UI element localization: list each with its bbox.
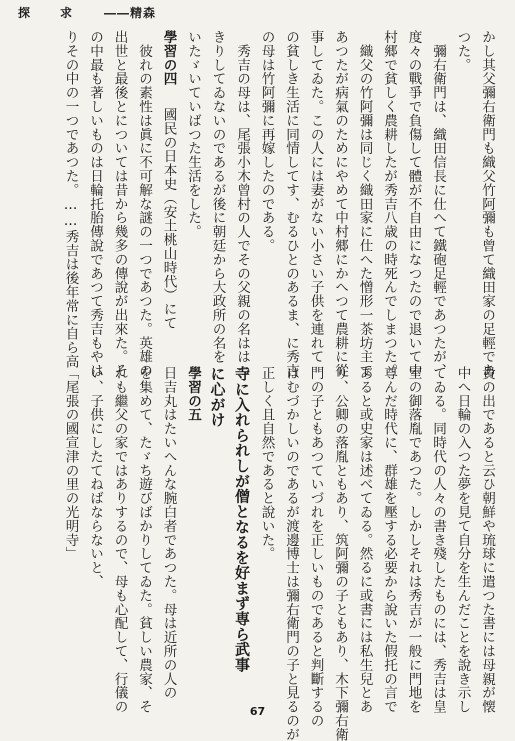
text-column — [328, 30, 353, 378]
column-text: てゐる。同時代の人々の書き殘したものには、秀吉は皇 — [430, 366, 446, 714]
text-column — [279, 366, 304, 741]
column-text: 正しく且自然であると說いた。 — [258, 366, 275, 561]
text-column — [401, 366, 426, 714]
column-text: 織父の竹阿彌は同じく織田家に仕へた憎形一茶坊主で — [356, 30, 373, 378]
text-column — [181, 30, 206, 330]
column-text: り、公卿の落胤ともあり、筑阿彌の子ともあり、木下彌右衛 — [332, 366, 348, 741]
running-header — [18, 4, 156, 21]
top-text-block — [58, 30, 499, 378]
text-column — [132, 366, 157, 714]
column-text: 日吉丸はたいへんな腕白者であつた。母は近所の人の — [160, 366, 177, 700]
column-text: 度々の戰爭で負傷して體が不自由になつたので退いて中 — [405, 30, 422, 378]
column-text: りその中の一つであつた。……秀吉は後年常に自ら高 — [62, 30, 79, 369]
text-column — [328, 366, 353, 741]
column-text: 寺に入れられしが僧となるを好まず専ら武事 — [233, 366, 251, 672]
text-column — [377, 30, 402, 378]
column-text: 國民の日本史（安土桃山時代）にて — [160, 107, 177, 330]
text-column — [58, 366, 83, 684]
header-left-title: 探 求 — [18, 6, 75, 20]
column-text: 中へ日輪の入つた夢を見て自分を生んだことを說き示し — [454, 366, 471, 714]
text-column — [205, 30, 230, 364]
column-text: 彌右衛門は、織田信長に仕へて鐵砲足輕であつたが、 — [430, 30, 446, 378]
column-text: 彼れの素性は眞に不可解な謎の一つであつた。英雄の — [136, 30, 152, 378]
text-column — [352, 366, 377, 714]
column-text: 貴の出であると云ひ朝鮮や琉球に遣つた書には母親が懐 — [479, 366, 495, 714]
text-column — [279, 30, 304, 378]
text-column — [107, 30, 132, 378]
text-column — [475, 366, 500, 714]
column-text: 「尾張の國宣津の里の光明寺」 — [62, 366, 79, 561]
text-column — [58, 30, 83, 369]
column-text: あつたが病氣のためにやめて中村郷にかへつて農耕に從 — [332, 30, 348, 378]
column-text: いたゞいていばつた生活をした。 — [185, 30, 201, 239]
column-text: 秀吉の母は、尾張小木曾村の人でその父親の名ははつ — [234, 30, 250, 378]
column-text: の貧しき生活に同情してす、むるひとのあるま、に秀吉 — [283, 30, 299, 378]
column-text: 事してゐた。この人には妻がない小さい子供を連れて — [307, 30, 324, 364]
column-text: 村郷で貧しく農耕したが秀吉八歳の時死んでしまつた。 — [381, 30, 397, 378]
column-text: い、子供にしたてねばならないと、 — [87, 366, 103, 589]
text-column — [303, 366, 328, 728]
text-column — [230, 30, 255, 378]
column-text: 尊んだ時代に、群雄を壓する必要から說いた假托の言で — [381, 366, 397, 714]
page-number: 67 — [249, 705, 266, 718]
text-column — [377, 366, 402, 714]
text-column — [450, 30, 475, 330]
column-text: かし其父彌右衛門も織父竹阿彌も曾て織田家の足輕であ — [479, 30, 495, 378]
column-text: 室の御落胤であつた。しかしそれは秀吉が一般に門地を — [405, 366, 422, 714]
column-text: はむづかしいのであるが渡邊博士は彌右衛門の子と見るのが — [283, 366, 299, 741]
text-column — [450, 366, 475, 714]
column-text: を集めて、たゞち遊びばかりしてゐた。貧しい農家、そ — [136, 366, 152, 714]
text-column — [230, 366, 255, 684]
text-column — [475, 30, 500, 378]
text-column — [83, 30, 108, 378]
text-column — [254, 366, 279, 684]
text-column — [426, 366, 451, 714]
text-column — [352, 30, 377, 378]
column-text: きりしてゐないのであるが後に朝廷から大政所の名を — [209, 30, 226, 364]
section-heading: 學習の五 — [185, 366, 201, 422]
column-text: つた。 — [454, 30, 471, 72]
column-text: 出世と最後とについては昔から幾多の傳說が出來た。そ — [111, 30, 128, 378]
text-column — [303, 30, 328, 364]
text-column — [401, 30, 426, 378]
text-column — [132, 30, 157, 378]
column-text: 門の子ともあつていづれを正しいものであると判斷するの — [307, 366, 324, 728]
column-text: に心がけ — [208, 366, 227, 428]
section-heading: 學習の四 — [160, 30, 177, 86]
column-text: あると或史家は述べてゐる。然るに或書には私生兒とあ — [356, 366, 373, 714]
text-column — [254, 30, 279, 330]
text-column — [205, 366, 230, 684]
text-column — [83, 366, 108, 684]
header-right-title: ――精森 — [104, 6, 157, 20]
column-text: れも繼父の家ではありするので、母も心配して、行儀の — [111, 366, 128, 714]
text-column — [156, 366, 181, 700]
column-text: の母は竹阿彌に再嫁したのである。 — [258, 30, 275, 253]
text-column — [107, 366, 132, 714]
text-column — [156, 30, 181, 330]
column-text: の中最も著しいものは日輪托胎傳說であつて秀吉もやは — [87, 30, 103, 378]
text-column — [181, 366, 206, 684]
text-column — [426, 30, 451, 378]
